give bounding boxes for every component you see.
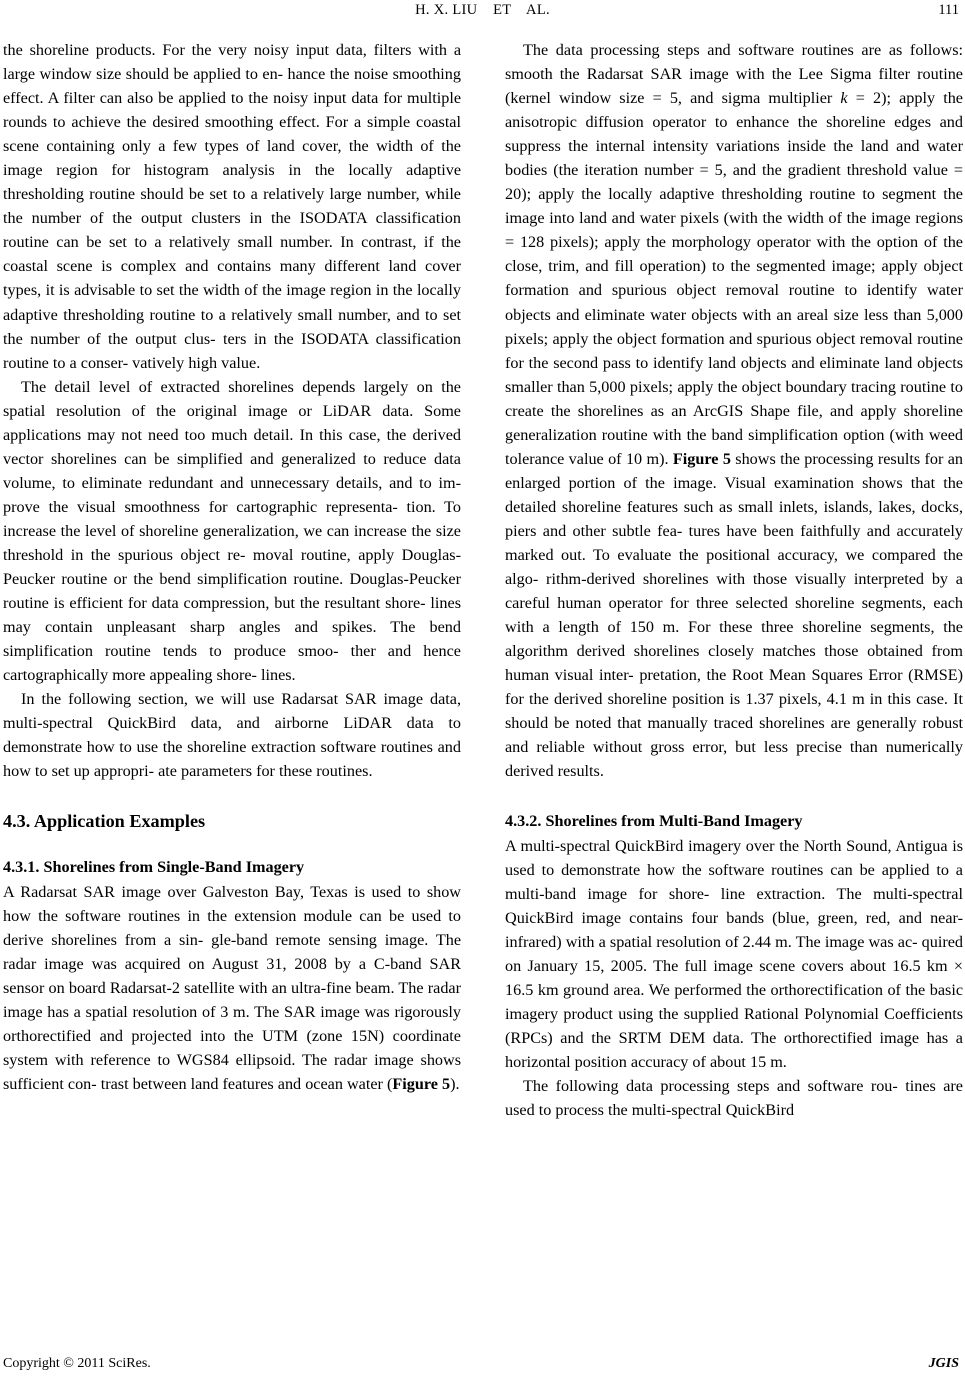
paragraph <box>505 38 963 783</box>
running-title: H. X. LIU ET AL. <box>415 2 550 18</box>
page-footer <box>0 1356 965 1378</box>
paragraph-text: ). <box>450 1074 460 1093</box>
paragraph: In the following section, we will use Radarsat SAR image data, multi-spectral QuickBird data, and airborne LiDAR data to demonstrate how to use the shoreline extraction software routines and how to set up appropri- ate parameters for these routines. <box>3 690 461 781</box>
figure-reference: Figure 5 <box>672 449 731 468</box>
subsection-heading: 4.3.1. Shorelines from Single-Band Imagery <box>3 858 305 877</box>
page-header <box>0 2 965 24</box>
figure-reference: Figure 5 <box>392 1074 451 1093</box>
paragraph: A multi-spectral QuickBird imagery over the North Sound, Antigua is used to demonstrate how the software routines can be applied to a multi-band image for shore- line extraction. The multi-spectral QuickBird image contains four bands (blue, green, red, and near-infrared) with a spatial resolution of 2.44 m. The image was ac- quired on January 15, 2005. The full image scene covers about 16.5 km × 16.5 km ground area. We performed the orthorectification of the basic imagery product using the supplied Rational Polynomial Coefficients (RPCs) and the SRTM DEM data. The orthorectified image has a horizontal position accuracy of about 15 m. <box>505 836 963 1071</box>
paragraph-text: A Radarsat SAR image over Galveston Bay, Texas is used to show how the software routines in the extension module can be used to derive shorelines from a sin- gle-band remote sensing image. The radar image was acquired on August 31, 2008 by a C-band SAR sensor on board Radarsat-2 satellite with an ultra-fine beam. The radar image has a spatial resolution of 3 m. The SAR image was rigorously orthorectified and projected into the UTM (zone 15N) coordinate system with reference to WGS84 ellipsoid. The radar image shows sufficient con- trast between land features and ocean water ( <box>3 882 461 1093</box>
paragraph <box>3 880 461 1096</box>
paragraph-text: shows the processing results for an enlarged portion of the image. Visual examination shows that the detailed shoreline features such as small inlets, islands, lakes, docks, piers and other subtle fea- tures have been faithfully and accurately marked out. To evaluate the positional accuracy, we compared the algo- rithm-derived shorelines with those visually interpreted by a careful human operator for three selected shoreline segments, each with a length of 150 m. For these three shoreline segments, the algorithm derived shorelines closely matches those obtained from human visual inter- pretation, the Root Mean Squares Error (RMSE) for the derived shoreline position is 1.37 pixels, 4.1 m in this case. It should be noted that manually traced shorelines are generally robust and reliable without gross error, but less precise than numerically derived results. <box>505 449 964 781</box>
paragraph-text: The data processing steps and software routines are as follows: smooth the Radarsat SAR image with the Lee Sigma filter routine (kernel window size = 5, and sigma multiplier <box>505 41 963 108</box>
journal-abbrev: JGIS <box>928 1356 959 1371</box>
italic-variable: k <box>840 89 848 108</box>
left-column <box>3 38 461 1096</box>
paragraph: the shoreline products. For the very noisy input data, filters with a large window size should be applied to en- hance the noise smoothing effect. A filter can also be applied to the noisy input data for multiple rounds to achieve the desired smoothing effect. For a simple coastal scene containing only a few types of land cover, the width of the image region for histogram analysis in the locally adaptive thresholding routine should be set to a relatively large number, while the number of the output clusters in the ISODATA classification routine can be set to a relatively small number. In contrast, if the coastal scene is complex and contains many different land cover types, it is advisable to set the width of the image region in the locally adaptive thresholding routine to a relatively small number, and to set the number of the output clus- ters in the ISODATA classification routine to a conser- vatively high value. <box>3 41 461 372</box>
right-column <box>505 38 963 1122</box>
copyright-notice: Copyright © 2011 SciRes. <box>3 1356 151 1371</box>
section-heading: 4.3. Application Examples <box>3 811 206 832</box>
paragraph: The detail level of extracted shorelines depends largely on the spatial resolution of the original image or LiDAR data. Some applications may not need too much detail. In this case, the derived vector shorelines can be simplified and generalized to reduce data volume, to eliminate redundant and unnecessary details, and to im- prove the visual smoothness for cartographic representa- tion. To increase the level of shoreline generalization, we can increase the size threshold in the spurious object re- moval routine, apply Douglas-Peucker routine or the bend simplification routine. Douglas-Peucker routine is efficient for data compression, but the resultant shore- lines may contain unpleasant sharp angles and spikes. The bend simplification routine tends to produce smoo- ther and hence cartographically more appealing shore- lines. <box>3 377 461 685</box>
page-number: 111 <box>938 2 959 18</box>
paragraph: The following data processing steps and software rou- tines are used to process the multi-spectral QuickBird <box>505 1076 963 1120</box>
subsection-heading: 4.3.2. Shorelines from Multi-Band Imagery <box>505 812 803 831</box>
paragraph-text: = 2); apply the anisotropic diffusion operator to enhance the shoreline edges and suppress the internal intensity variations inside the land and water bodies (the iteration number = 5, and the gradient threshold value = 20); apply the locally adaptive thresholding routine to segment the image into land and water pixels (with the width of the image regions = 128 pixels); apply the morphology operator with the option of the close, trim, and fill operation) to the segmented image; apply object formation and spurious object removal routine to identify water objects and eliminate water objects with an areal size less than 5,000 pixels; apply the object formation and spurious object removal routine for the second pass to identify land objects and eliminate land objects smaller than 5,000 pixels; apply the object boundary tracing routine to create the shorelines as an ArcGIS Shape file, and apply shoreline generalization routine with the band simplification option (with weed tolerance value of 10 m). <box>505 89 963 468</box>
